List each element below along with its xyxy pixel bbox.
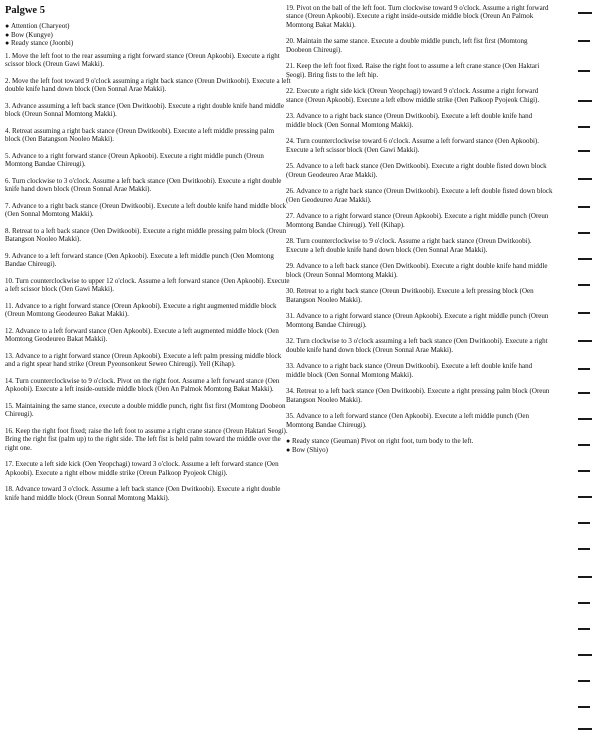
step-paragraph: 1. Move the left foot to the rear assuming a right forward stance (Oreun Apkoobi). Execute a right scissor block (Oreun Gawi Makki). <box>5 51 280 69</box>
list-item: ● Attention (Charyeot) <box>5 22 70 30</box>
list-item: ● Ready stance (Joonbi) <box>5 39 74 48</box>
left-column <box>5 0 291 510</box>
margin-mark <box>578 654 592 656</box>
step-paragraph: 30. Retreat to a right back stance (Oreun Dwitkoobi). Execute a left pressing block (Oen Batangson Nooleo Makki). <box>286 287 534 304</box>
list-item: ● Bow (Kungye) <box>5 30 53 39</box>
margin-mark <box>578 628 590 630</box>
margin-mark <box>578 284 590 286</box>
margin-marks <box>578 0 594 735</box>
margin-mark <box>578 392 590 394</box>
step-paragraph: 13. Advance to a right forward stance (Oreun Apkoobi). Execute a left palm pressing middle block and a right spear hand strike (Oreun Pyeonsonkeut Seweo Chireugi). Yell (Kihap). <box>5 351 282 369</box>
step-paragraph: 35. Advance to a left forward stance (Oen Apkoobi). Execute a left middle punch (Oen Momtong Bandae Chireugi). <box>286 412 529 429</box>
margin-mark <box>578 680 590 682</box>
list-item: ● Ready stance (Geuman) Pivot on right foot, turn body to the left. <box>286 437 474 446</box>
step-paragraph: 29. Advance to a left back stance (Oen Dwitkoobi). Execute a right double knife hand middle block (Oreun Sonnal Momtong Makki). <box>286 262 548 279</box>
step-paragraph: 15. Maintaining the same stance, execute a double middle punch, right fist first (Momtong Doobeon Chireugi). <box>5 401 286 419</box>
step-paragraph: 9. Advance to a left forward stance (Oen Apkoobi). Execute a left middle punch (Oen Momtong Bandae Chireugi). <box>5 251 274 269</box>
margin-mark <box>578 232 590 234</box>
margin-mark <box>578 178 592 180</box>
step-paragraph: 4. Retreat assuming a right back stance (Oreun Dwitkoobi). Execute a left middle pressing palm block (Oen Batangson Nooleo Makki). <box>5 126 275 144</box>
bullet-icon: ● <box>5 39 10 48</box>
step-paragraph: 26. Advance to a right back stance (Oreun Dwitkoobi). Execute a left double fisted down block (Oen Geodeureo Arae Makki). <box>286 187 553 204</box>
step-paragraph: 17. Execute a left side kick (Oen Yeopchagi) toward 3 o'clock. Assume a left forward stance (Oen Apkoobi). Execute a right elbow middle strike (Oreun Palkoop Pyojeok Chigi). <box>5 460 279 477</box>
step-paragraph: 19. Pivot on the ball of the left foot. Turn clockwise toward 9 o'clock. Assume a right forward stance (Oreun Apkoobi). Execute a right inside-outside middle block (Oreun An Palmok Momtong Bakat Makki). <box>286 4 549 29</box>
step-paragraph: 16. Keep the right foot fixed; raise the left foot to assume a right crane stance (Oreun Haktari Seogi). Bring the right fist (palm up) to the right side. The left fist is held palm toward the middle over the right one. <box>5 426 288 452</box>
right-column <box>286 0 553 455</box>
margin-mark <box>578 496 592 498</box>
margin-mark <box>578 576 592 578</box>
closing-list <box>286 437 553 454</box>
margin-mark <box>578 100 592 102</box>
margin-mark <box>578 40 590 42</box>
step-paragraph: 22. Execute a right side kick (Oreun Yeopchagi) toward 9 o'clock. Assume a right forward stance (Oreun Apkoobi). Execute a left elbow middle strike (Oen Palkoop Pyojeok Chigi). <box>286 87 540 104</box>
step-paragraph: 2. Move the left foot toward 9 o'clock assuming a right back stance (Oreun Dwitkoobi). Execute a left double knife hand down block (Oen Sonnal Arae Makki). <box>5 76 291 94</box>
margin-mark <box>578 126 590 128</box>
bullet-icon: ● <box>286 446 291 454</box>
page-title: Palgwe 5 <box>5 5 45 16</box>
margin-mark <box>578 444 590 446</box>
step-paragraph: 3. Advance assuming a left back stance (Oen Dwitkoobi). Execute a right double knife hand middle block (Oreun Sonnal Momtong Makki). <box>5 101 284 119</box>
step-paragraph: 11. Advance to a right forward stance (Oreun Apkoobi). Execute a right augmented middle block (Oreun Momtong Geodeureo Bakat Makki). <box>5 301 277 319</box>
step-paragraph: 27. Advance to a right forward stance (Oreun Apkoobi). Execute a right middle punch (Oreun Momtong Bandae Chireugi). Yell (Kihap). <box>286 212 549 229</box>
margin-mark <box>578 70 590 72</box>
margin-mark <box>578 522 590 524</box>
margin-mark <box>578 150 590 152</box>
step-paragraph: 14. Turn counterclockwise to 9 o'clock. Pivot on the right foot. Assume a left forward stance (Oen Apkoobi). Execute a left inside-outside middle block (Oen An Palmok Momtong Bakat Makki). <box>5 376 280 394</box>
margin-mark <box>578 470 590 472</box>
bullet-icon: ● <box>5 30 10 39</box>
margin-mark <box>578 340 592 342</box>
margin-mark <box>578 258 592 260</box>
step-paragraph: 10. Turn counterclockwise to upper 12 o'clock. Assume a left forward stance (Oen Apkoobi). Execute a left scissor block (Oen Gawi Makki). <box>5 276 290 294</box>
margin-mark <box>578 312 590 314</box>
step-paragraph: 18. Advance toward 3 o'clock. Assume a left back stance (Oen Dwitkoobi). Execute a right double knife hand middle block (Oreun Sonnal Momtong Makki). <box>5 485 281 502</box>
step-paragraph: 33. Advance to a right back stance (Oreun Dwitkoobi). Execute a left double knife hand middle block (Oen Sonnal Momtong Makki). <box>286 362 533 379</box>
step-paragraph: 21. Keep the left foot fixed. Raise the right foot to assume a left crane stance (Oen Haktari Seogi). Bring fists to the left hip. <box>286 62 540 79</box>
margin-mark <box>578 418 592 420</box>
step-paragraph: 6. Turn clockwise to 3 o'clock. Assume a left back stance (Oen Dwitkoobi). Execute a right double knife hand down block (Oreun Sonnal Arae Makki). <box>5 176 282 194</box>
step-paragraph: 24. Turn counterclockwise toward 6 o'clock. Assume a left forward stance (Oen Apkoobi). Execute a left scissor block (Oen Gawi Makki). <box>286 137 540 154</box>
step-paragraph: 28. Turn counterclockwise to 9 o'clock. Assume a right back stance (Oreun Dwitkoobi). Execute a left double knife hand down block (Oen Sonnal Arae Makki). <box>286 237 532 254</box>
step-paragraph: 20. Maintain the same stance. Execute a double middle punch, left fist first (Momtong Doobeon Chireugi). <box>286 37 528 54</box>
margin-mark <box>578 12 592 14</box>
step-paragraph: 32. Turn clockwise to 3 o'clock assuming a left back stance (Oen Dwitkoobi). Execute a right double knife hand down block (Oreun Sonnal Arae Makki). <box>286 337 548 354</box>
list-item: ● Bow (Shiyo) <box>286 446 328 454</box>
step-paragraph: 25. Advance to a left back stance (Oen Dwitkoobi). Execute a right double fisted down block (Oreun Geodeureo Arae Makki). <box>286 162 547 179</box>
step-paragraph: 12. Advance to a left forward stance (Oen Apkoobi). Execute a left augmented middle block (Oen Momtong Geodeureo Bakat Makki). <box>5 326 279 344</box>
margin-mark <box>578 706 590 708</box>
step-paragraph: 34. Retreat to a left back stance (Oen Dwitkoobi). Execute a right pressing palm block (Oreun Batangson Nooleo Makki). <box>286 387 550 404</box>
margin-mark <box>578 206 590 208</box>
step-paragraph: 23. Advance to a right back stance (Oreun Dwitkoobi). Execute a left double knife hand middle block (Oen Sonnal Momtong Makki). <box>286 112 533 129</box>
margin-mark <box>578 368 590 370</box>
bullet-icon: ● <box>5 22 10 30</box>
step-paragraph: 7. Advance to a right back stance (Oreun Dwitkoobi). Execute a left double knife hand middle block (Oen Sonnal Momtong Makki). <box>5 201 287 219</box>
margin-mark <box>578 548 590 550</box>
step-paragraph: 8. Retreat to a left back stance (Oen Dwitkoobi). Execute a right middle pressing palm block (Oreun Batangson Nooleo Makki). <box>5 226 287 244</box>
margin-mark <box>578 602 590 604</box>
step-paragraph: 31. Advance to a right forward stance (Oreun Apkoobi). Execute a right middle punch (Oreun Momtong Bandae Chireugi). <box>286 312 549 329</box>
bullet-icon: ● <box>286 437 291 446</box>
step-paragraph: 5. Advance to a right forward stance (Oreun Apkoobi). Execute a right middle punch (Oreun Momtong Bandae Chireugi). <box>5 151 264 169</box>
opening-list <box>5 22 291 48</box>
margin-mark <box>578 728 592 730</box>
